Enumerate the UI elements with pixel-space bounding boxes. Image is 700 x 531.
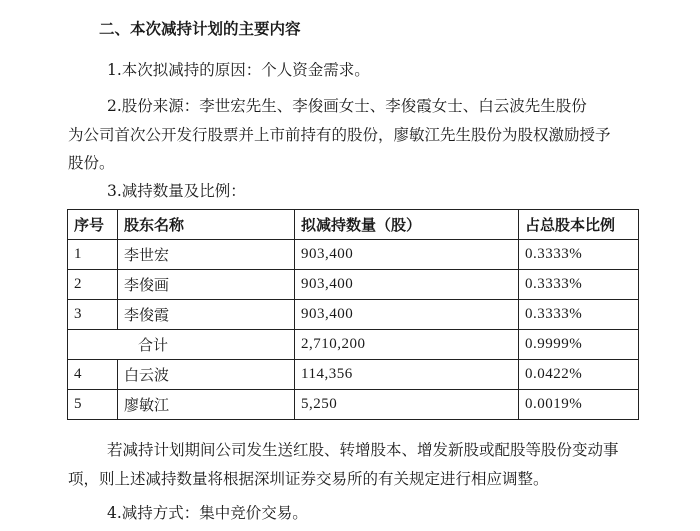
table-row — [68, 240, 639, 270]
subtotal-ratio: 0.9999% — [519, 330, 639, 360]
row-ratio: 0.0019% — [519, 390, 639, 420]
row-index: 2 — [68, 270, 118, 300]
table-header-row — [68, 210, 639, 240]
share-source-line-2: 为公司首次公开发行股票并上市前持有的股份，廖敏江先生股份为股权激励授予 — [68, 126, 611, 144]
header-share-ratio: 占总股本比例 — [519, 210, 639, 240]
row-index: 5 — [68, 390, 118, 420]
row-ratio: 0.3333% — [519, 240, 639, 270]
row-shareholder-name: 李俊霞 — [118, 300, 295, 330]
share-source-line-1: 2.股份来源：李世宏先生、李俊画女士、李俊霞女士、白云波先生股份 — [107, 97, 587, 115]
row-shareholder-name: 李俊画 — [118, 270, 295, 300]
row-shareholder-name: 廖敏江 — [118, 390, 295, 420]
row-quantity: 903,400 — [295, 270, 519, 300]
row-index: 4 — [68, 360, 118, 390]
row-index: 3 — [68, 300, 118, 330]
row-quantity: 114,356 — [295, 360, 519, 390]
table-row — [68, 270, 639, 300]
reduction-table — [67, 209, 639, 420]
reduction-method: 4.减持方式：集中竞价交易。 — [107, 504, 308, 522]
quantity-ratio-title: 3.减持数量及比例： — [107, 182, 246, 200]
row-shareholder-name: 白云波 — [118, 360, 295, 390]
subtotal-row — [68, 330, 639, 360]
reduction-reason: 1.本次拟减持的原因：个人资金需求。 — [107, 61, 370, 79]
row-quantity: 903,400 — [295, 240, 519, 270]
subtotal-quantity: 2,710,200 — [295, 330, 519, 360]
row-quantity: 5,250 — [295, 390, 519, 420]
adjustment-note-line-1: 若减持计划期间公司发生送红股、转增股本、增发新股或配股等股份变动事 — [107, 441, 619, 459]
share-source-line-3: 股份。 — [68, 154, 115, 172]
table-row — [68, 300, 639, 330]
row-shareholder-name: 李世宏 — [118, 240, 295, 270]
header-shareholder-name: 股东名称 — [118, 210, 295, 240]
row-ratio: 0.3333% — [519, 300, 639, 330]
subtotal-label: 合计 — [68, 330, 295, 360]
row-index: 1 — [68, 240, 118, 270]
row-quantity: 903,400 — [295, 300, 519, 330]
table-row — [68, 390, 639, 420]
row-ratio: 0.0422% — [519, 360, 639, 390]
header-planned-quantity: 拟减持数量（股） — [295, 210, 519, 240]
row-ratio: 0.3333% — [519, 270, 639, 300]
section-heading: 二、本次减持计划的主要内容 — [99, 20, 301, 38]
header-index: 序号 — [68, 210, 118, 240]
adjustment-note-line-2: 项，则上述减持数量将根据深圳证券交易所的有关规定进行相应调整。 — [68, 470, 549, 488]
table-row — [68, 360, 639, 390]
